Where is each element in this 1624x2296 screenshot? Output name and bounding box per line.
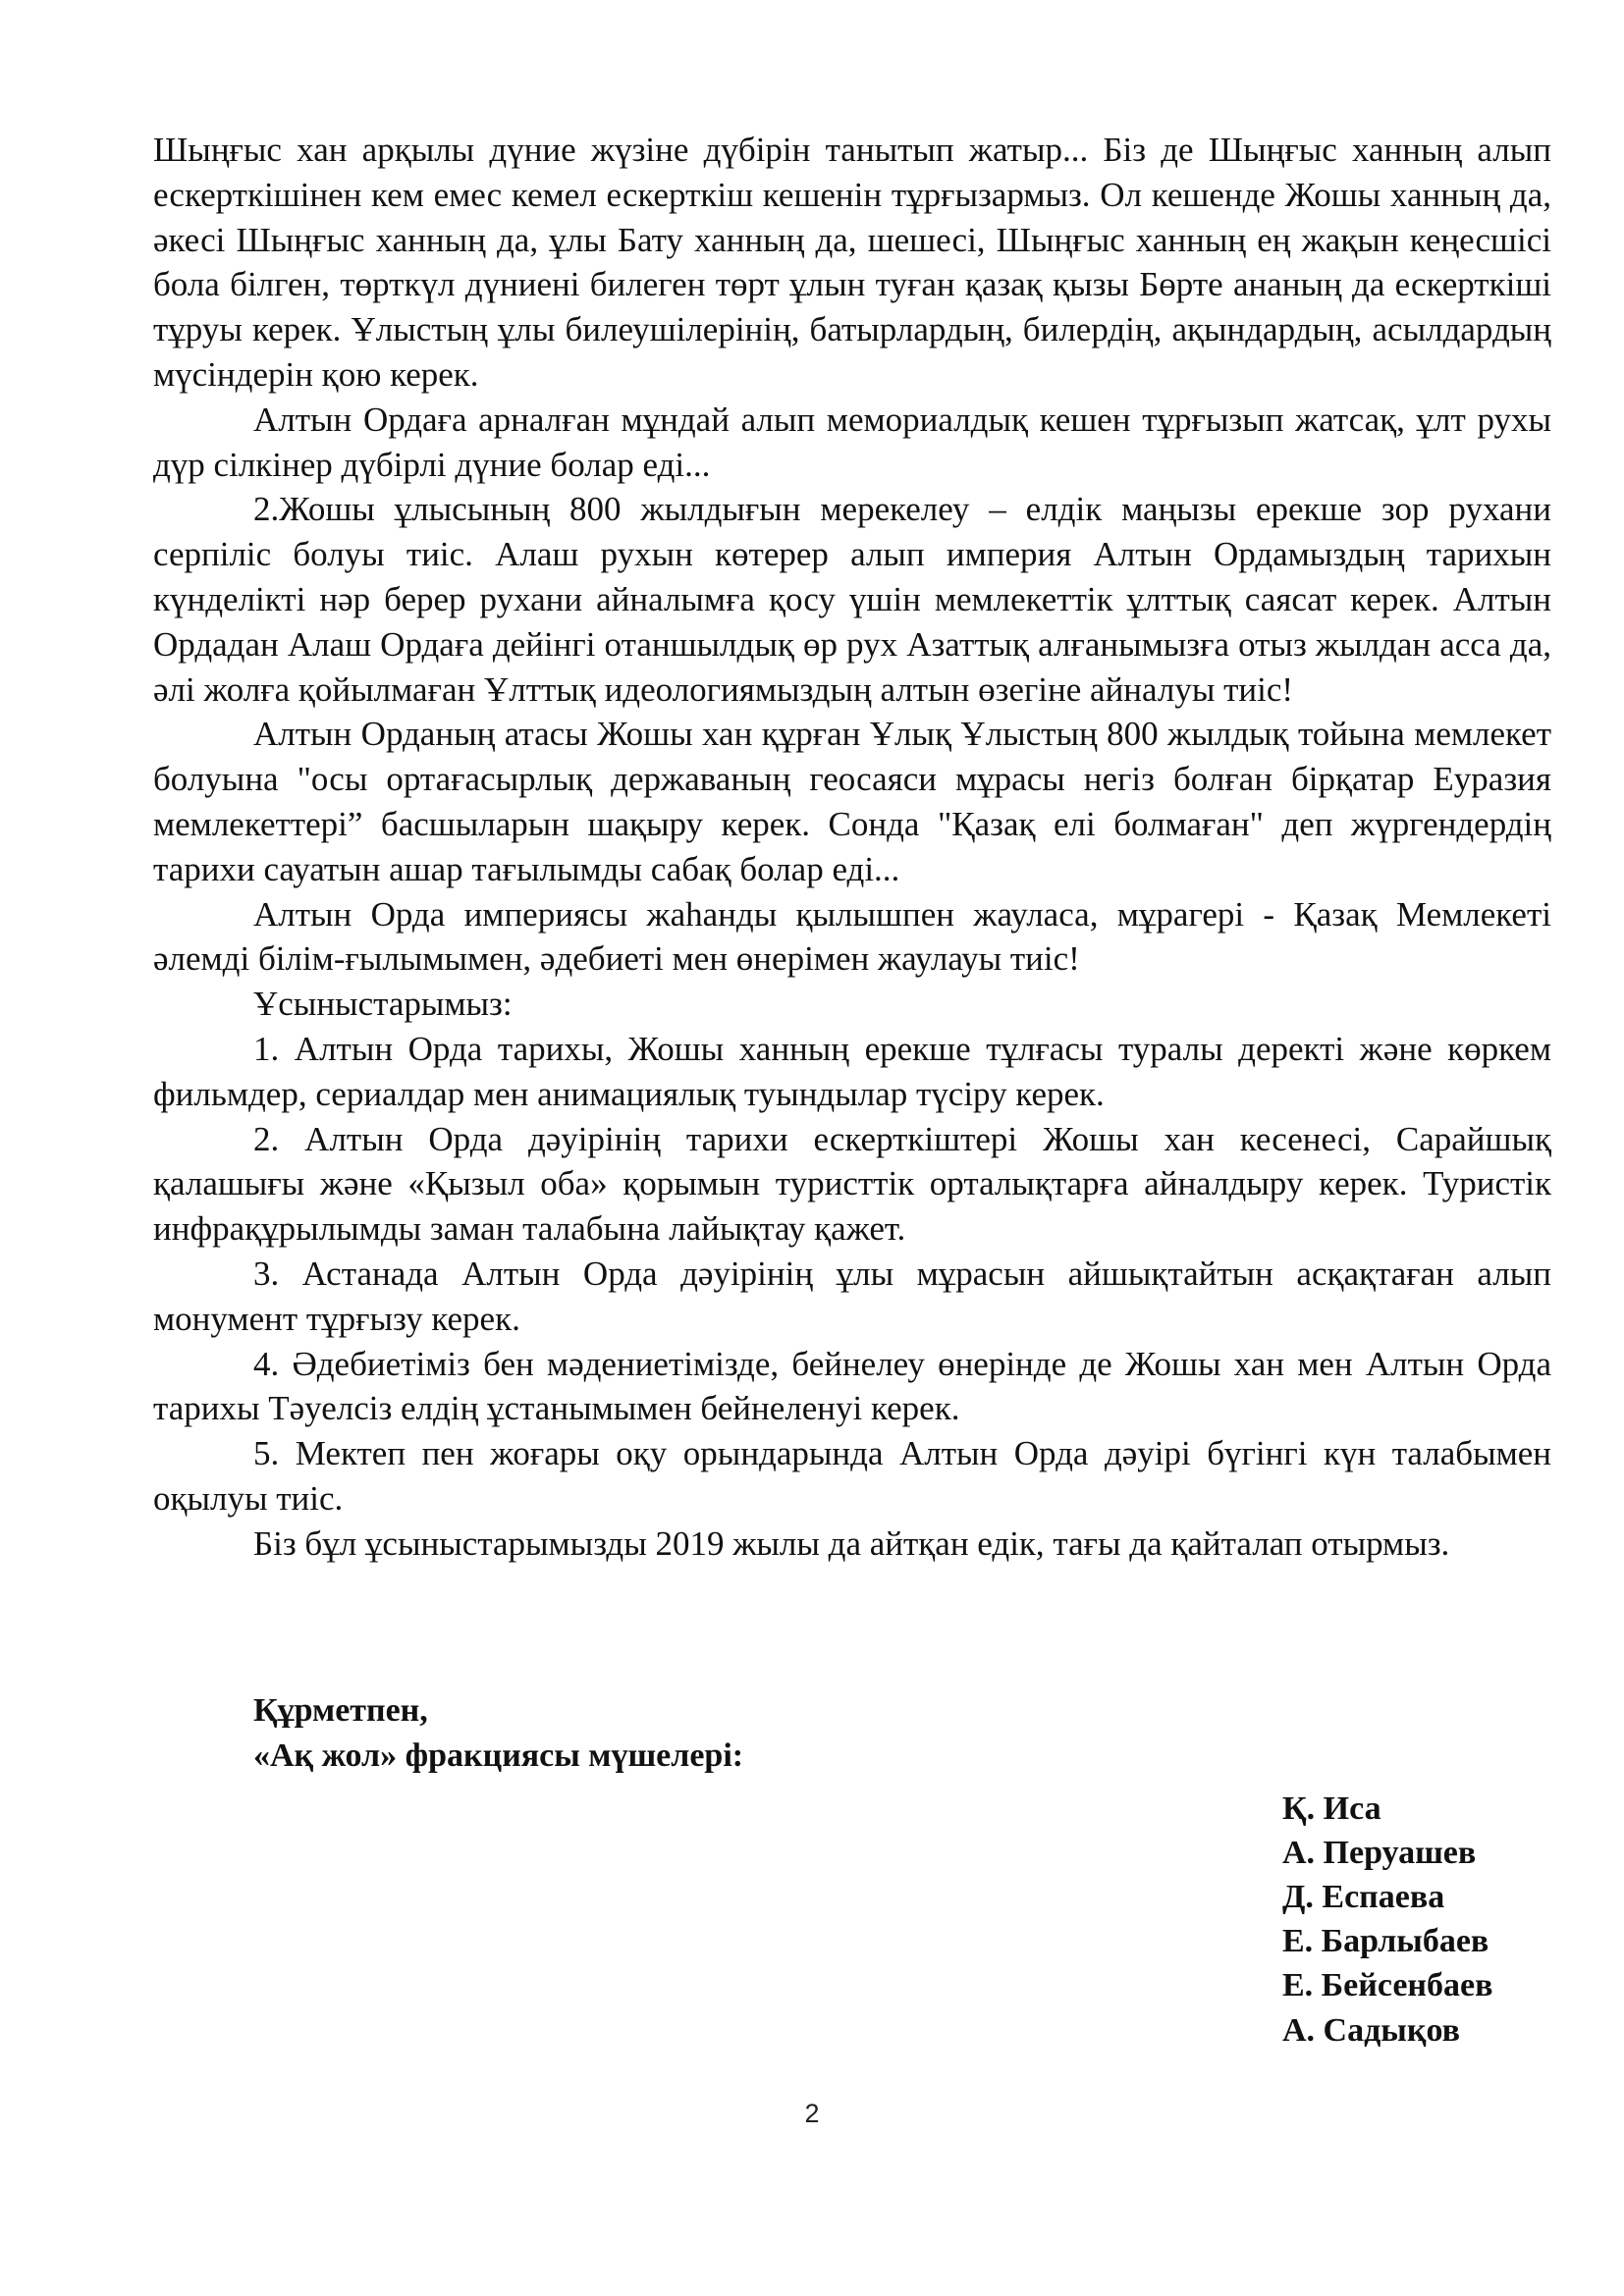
body-paragraph: 3. Астанада Алтын Орда дәуірінің ұлы мұрасын айшықтайтын асқақтаған алып монумент тұрғызу керек. <box>153 1254 1551 1338</box>
body-paragraph: Алтын Орданың атасы Жошы хан құрған Ұлық Ұлыстың 800 жылдық тойына мемлекет болуына "осы ортағасырлық державаның геосаяси мұрасы негіз болған бірқатар Еуразия мемлекеттері” басшыларын шақыру керек. Сонда "Қазақ елі болмаған" деп жүргендердің тарихи сауатын ашар тағылымды сабақ болар еді... <box>153 715 1551 888</box>
signatory-name: А. Садықов <box>1282 2011 1460 2049</box>
signatory-name: Е. Барлыбаев <box>1282 1923 1489 1960</box>
body-paragraph: Алтын Орда империясы жаһанды қылышпен жауласа, мұрагері - Қазақ Мемлекеті әлемді білім-ғылымымен, әдебиеті мен өнерімен жаулауы тиіс! <box>153 894 1551 979</box>
document-body <box>153 128 1551 1567</box>
body-paragraph: 5. Мектеп пен жоғары оқу орындарында Алтын Орда дәуірі бүгінгі күн талабымен оқылуы тиіс. <box>153 1434 1551 1518</box>
signatory-name: Қ. Иса <box>1282 1789 1381 1827</box>
body-paragraph: 4. Әдебиетіміз бен мәдениетімізде, бейнелеу өнерінде де Жошы хан мен Алтын Орда тарихы Тәуелсіз елдің ұстанымымен бейнеленуі керек. <box>153 1344 1551 1428</box>
closing-faction: «Ақ жол» фракциясы мүшелері: <box>253 1736 744 1774</box>
signatory-name: Д. Еспаева <box>1282 1878 1445 1915</box>
body-paragraph: Шыңғыс хан арқылы дүние жүзіне дүбірін танытып жатыр... Біз де Шыңғыс ханның алып ескерткішінен кем емес кемел ескерткіш кешенін тұрғызармыз. Ол кешенде Жошы ханның да, әкесі Шыңғыс ханның да, ұлы Бату ханның да, шешесі, Шыңғыс ханның ең жақын кеңесшісі бола білген, төрткүл дүниені билеген төрт ұлын туған қазақ қызы Бөрте ананың да ескерткіші тұруы керек. Ұлыстың ұлы билеушілерінің, батырлардың, билердің, ақындардың, асылдардың мүсіндерін қою керек. <box>153 131 1551 394</box>
page-number: 2 <box>804 2099 820 2128</box>
closing-regards: Құрметпен, <box>253 1691 428 1729</box>
body-paragraph: 2.Жошы ұлысының 800 жылдығын мерекелеу – елдік маңызы ерекше зор рухани серпіліс болуы тиіс. Алаш рухын көтерер алып империя Алтын Ордамыздың тарихын күнделікті нәр берер рухани айналымға қосу үшін мемлекеттік ұлттық саясат керек. Алтын Ордадан Алаш Ордаға дейінгі отаншылдық өр рух Азаттық алғанымызға отыз жылдан асса да, әлі жолға қойылмаған Ұлттық идеологиямыздың алтын өзегіне айналуы тиіс! <box>153 490 1551 709</box>
signatories-list <box>1282 1787 1551 2053</box>
signatory-name: Е. Бейсенбаев <box>1282 1967 1493 2004</box>
document-page <box>153 128 1551 2053</box>
body-paragraph: Біз бұл ұсыныстарымызды 2019 жылы да айтқан едік, тағы да қайталап отырмыз. <box>253 1523 1450 1563</box>
signatory-name: А. Перуашев <box>1282 1834 1477 1871</box>
body-paragraph: 1. Алтын Орда тарихы, Жошы ханның ерекше тұлғасы туралы деректі және көркем фильмдер, сериалдар мен анимациялық туындылар түсіру керек. <box>153 1029 1551 1113</box>
closing-block <box>253 1688 1551 1779</box>
body-paragraph: 2. Алтын Орда дәуірінің тарихи ескерткіштері Жошы хан кесенесі, Сарайшық қалашығы және «Қызыл оба» қорымын туристтік орталықтарға айналдыру керек. Туристік инфрақұрылымды заман талабына лайықтау қажет. <box>153 1119 1551 1249</box>
body-paragraph: Алтын Ордаға арналған мұндай алып мемориалдық кешен тұрғызып жатсақ, ұлт рухы дүр сілкінер дүбірлі дүние болар еді... <box>153 400 1551 484</box>
body-paragraph: Ұсыныстарымыз: <box>253 985 513 1024</box>
